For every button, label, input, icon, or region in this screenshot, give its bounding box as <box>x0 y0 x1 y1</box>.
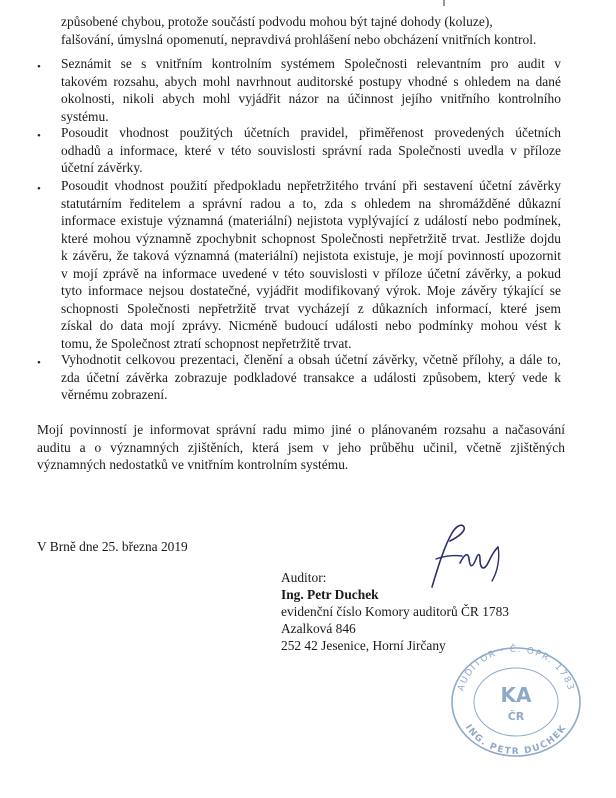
svg-text:ING. PETR DUCHEK: ING. PETR DUCHEK <box>462 722 570 758</box>
bullet-marker: • <box>37 61 41 73</box>
text-line: získal do data mojí zprávy. Nicméně budoucí události nebo podmínky mohou vést k <box>61 318 561 333</box>
text-line: účetní závěrky. <box>61 160 143 175</box>
text-line: informace existuje významná (materiální) nejistota vyplývající z událostí nebo podmínek, <box>61 213 561 228</box>
text-line: auditu a o významných zjištěních, která jsem v jeho průběhu učinil, včetně zjištěných <box>37 439 565 455</box>
text-line: statutárním ředitelem a správní radou a to, zda s ohledem na shromážděné důkazní <box>61 195 561 211</box>
text-line: Posoudit vhodnost použitých účetních pravidel, přiměřenost provedených účetních <box>61 125 561 140</box>
handwritten-signature <box>414 519 524 591</box>
text-line: zda účetní závěrka zobrazuje podkladové transakce a události způsobem, který vede k <box>61 369 561 385</box>
intro-paragraph <box>61 13 561 48</box>
svg-text:AUDITOR · Č. OPR. 1783: AUDITOR · Č. OPR. 1783 <box>456 644 576 693</box>
place-date: V Brně dne 25. března 2019 <box>37 539 188 554</box>
auditor-name: Ing. Petr Duchek <box>281 587 379 602</box>
text-line: Posoudit vhodnost použití předpokladu nepřetržitého trvání při sestavení účetní závěrky <box>61 178 561 193</box>
text-line: tomu, že Společnost ztratí schopnost nepřetržitě trvat. <box>61 335 352 351</box>
text-line: věrnému zobrazení. <box>61 387 168 402</box>
bullet-marker: • <box>37 130 41 142</box>
text-line: odhadů a informace, které v této souvislosti správní rada Společnosti uvedla v příloze <box>61 142 561 158</box>
scan-mark <box>443 0 445 6</box>
text-line: okolnosti, nikoli abych mohl vyjádřit názor na účinnost jejího vnitřního kontrolního <box>61 91 561 106</box>
svg-text:ČR: ČR <box>507 710 525 723</box>
bullet-marker: • <box>37 183 41 195</box>
auditor-label: Auditor: <box>281 570 327 585</box>
bullet-paragraph-presentation <box>61 351 561 404</box>
text-line: schopnosti Společnosti nepřetržitě trvat vycházejí z důkazních informací, které jsem <box>61 300 561 316</box>
text-line: významných nedostatků ve vnitřním kontrolním systému. <box>37 457 349 472</box>
text-line: které mohou významně zpochybnit schopnost Společnosti nepřetržitě trvat. Jestliže dojdu <box>61 230 561 246</box>
text-line: systému. <box>61 108 109 124</box>
text-line: Vyhodnotit celkovou prezentaci, členění a obsah účetní závěrky, včetně přílohy, a dále to, <box>61 352 561 367</box>
auditor-city: 252 42 Jesenice, Horní Jirčany <box>281 638 446 653</box>
auditor-registration: evidenční číslo Komory auditorů ČR 1783 <box>281 604 509 619</box>
auditor-street: Azalková 846 <box>281 621 356 636</box>
text-line: způsobené chybou, protože součástí podvodu mohou být tajné dohody (koluze), <box>61 14 493 29</box>
closing-paragraph <box>37 421 565 474</box>
text-line: k závěru, že taková významná (materiální) nejistota existuje, je mojí povinností upozornit <box>61 248 561 263</box>
text-line: Seznámit se s vnitřním kontrolním systémem Společnosti relevantním pro audit v <box>61 56 561 71</box>
text-line: tyto informace nejsou dostatečné, vyjádřit modifikovaný výrok. Moje závěry týkající se <box>61 283 561 298</box>
svg-text:KA: KA <box>500 683 532 707</box>
bullet-paragraph-going-concern <box>61 177 561 352</box>
bullet-paragraph-internal-control <box>61 55 561 125</box>
text-line: v mojí zprávě na informace uvedené v této souvislosti v příloze účetní závěrky, a pokud <box>61 265 561 281</box>
text-line: falšování, úmyslná opomenutí, nepravdivá prohlášení nebo obcházení vnitřních kontrol. <box>61 31 537 47</box>
text-line: Mojí povinností je informovat správní radu mimo jiné o plánovaném rozsahu a načasování <box>37 422 565 437</box>
auditor-stamp <box>446 640 586 758</box>
bullet-paragraph-accounting-policies <box>61 124 561 177</box>
bullet-marker: • <box>37 357 41 369</box>
text-line: takovém rozsahu, abych mohl navrhnout auditorské postupy vhodné s ohledem na dané <box>61 73 561 89</box>
